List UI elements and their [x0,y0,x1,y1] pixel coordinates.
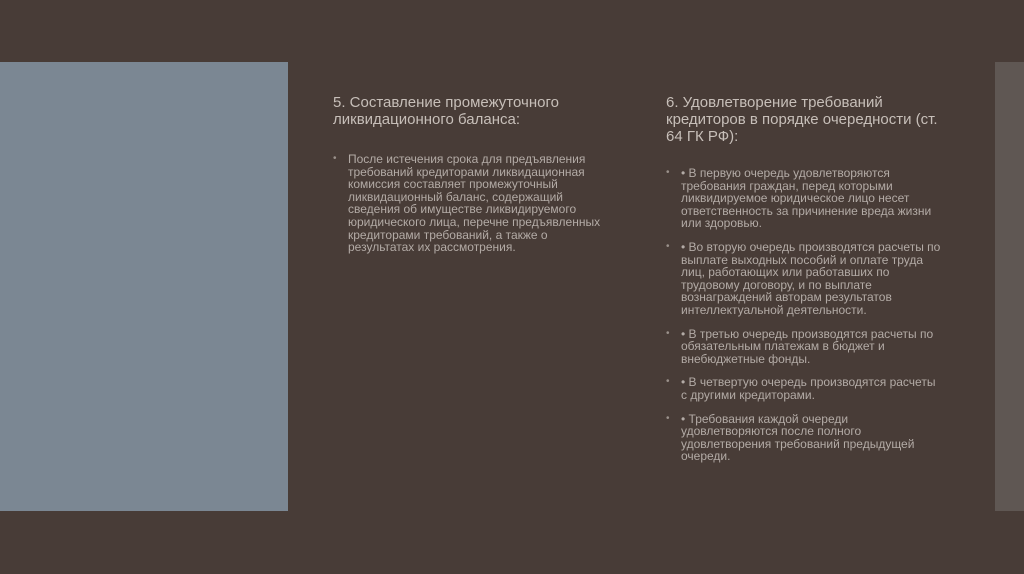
bullet-icon: • [666,376,670,388]
list-item [666,413,941,463]
list-item [333,153,603,254]
bullet-icon: • [666,240,670,252]
list-item [666,328,941,366]
left-column-heading: 5. Составление промежуточного ликвидационного баланса: [333,94,559,128]
bullet-icon: • [333,153,337,164]
bullet-icon: • [666,167,670,178]
left-column [333,94,603,254]
bullet-icon: • [666,327,670,339]
list-item-text: • Требования каждой очереди удовлетворяются после полного удовлетворения требований предыдущей очереди. [681,411,915,464]
list-item-text: • Во вторую очередь производятся расчеты по выплате выходных пособий и оплате труда лиц, работающих или работавших по трудовому договору, и по выплате вознаграждений авторам результатов интеллектуальной деятельности. [681,239,941,317]
list-item-text: • В третью очередь производятся расчеты по обязательным платежам в бюджет и внебюджетные фонды. [681,326,934,366]
list-item-text: • В первую очередь удовлетворяются требования граждан, перед которыми ликвидируемое юридическое лицо несет ответственность за причинение вреда жизни или здоровью. [681,166,932,231]
list-item-text: После истечения срока для предъявления требований кредиторами ликвидационная комиссия составляет промежуточный ликвидационный баланс, содержащий сведения об имуществе ликвидируемого юридического лица, перечне предъявленных кредиторами требований, а также о результатах их рассмотрения. [348,152,601,255]
list-item [666,241,941,317]
decorative-left-panel [0,62,288,511]
right-column-list [666,167,941,463]
bullet-icon: • [666,412,670,424]
left-column-list [333,153,603,254]
right-column [666,94,941,463]
decorative-right-edge [995,62,1024,511]
right-column-heading: 6. Удовлетворение требований кредиторов в порядке очередности (ст. 64 ГК РФ): [666,94,938,145]
list-item [666,167,941,230]
list-item-text: • В четвертую очередь производятся расчеты с другими кредиторами. [681,375,936,402]
list-item [666,376,941,401]
